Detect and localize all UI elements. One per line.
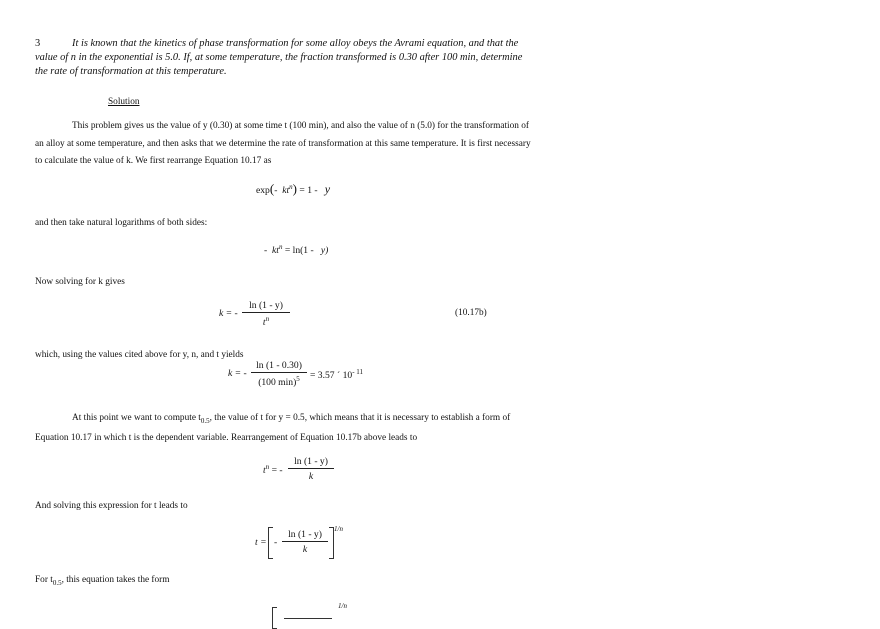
equation-4-denominator: (100 min)$^5$ <box>258 375 300 389</box>
text-solving-k: Now solving for k gives <box>35 277 125 287</box>
text-natural-logs: and then take natural logarithms of both sides: <box>35 218 208 228</box>
equation-label-10-17b: (10.17b) <box>455 308 487 318</box>
equation-3-numerator: ln (1 - y) <box>242 300 290 313</box>
equation-6-minus: - <box>274 537 278 548</box>
equation-6-fraction <box>282 529 328 555</box>
para1-line-1: This problem gives us the value of y (0.30) at some time t (100 min), and also the value of n (5.0) for the transformation of <box>72 121 529 131</box>
equation-4-lhs: k = - <box>228 368 247 379</box>
equation-7-left-bracket <box>272 607 277 629</box>
equation-6-exponent: 1/n <box>334 525 343 533</box>
text-using-values: which, using the values cited above for y, n, and t yields <box>35 350 244 360</box>
equation-7-exponent: 1/n <box>338 602 347 610</box>
problem-line-3: the rate of transformation at this temperature. <box>35 66 227 77</box>
text-form-t05: For $t_{0.5}$, this equation takes the form <box>35 575 170 587</box>
equation-4-result: = 3.57 ´ $10^{- 11}$ <box>310 368 364 382</box>
equation-7-fraction-bar <box>284 618 332 619</box>
equation-5-fraction <box>288 456 334 482</box>
para1-line-3: to calculate the value of k. We first rearrange Equation 10.17 as <box>35 156 272 166</box>
equation-5-denominator: k <box>308 471 314 482</box>
para2-line-1: At this point we want to compute $t_{0.5}$, the value of t for y = 0.5, which means that it is necessary to establish a form of <box>72 413 511 425</box>
equation-6-numerator: ln (1 - y) <box>282 529 328 542</box>
equation-1: exp(- $kt^n) = 1$ - y <box>256 181 331 196</box>
equation-4-numerator: ln (1 - 0.30) <box>251 360 307 373</box>
problem-number: 3 <box>35 38 41 49</box>
text-solving-t: And solving this expression for t leads to <box>35 501 188 511</box>
equation-6-denominator: k <box>302 544 308 555</box>
equation-5-lhs: $t^n$ = - <box>263 463 283 477</box>
equation-3-fraction <box>242 300 290 328</box>
equation-6-left-bracket <box>268 527 273 559</box>
para2-line-2: Equation 10.17 in which t is the dependent variable. Rearrangement of Equation 10.17b above leads to <box>35 433 418 443</box>
solution-heading: Solution <box>108 97 140 107</box>
equation-3-lhs: k = - <box>219 308 238 319</box>
equation-2: - $kt^n = \ln(1$ - y) <box>264 243 329 257</box>
equation-5-numerator: ln (1 - y) <box>288 456 334 469</box>
equation-6-lhs: t = <box>255 537 267 548</box>
problem-line-2: value of n in the exponential is 5.0. If, at some temperature, the fraction transformed is 0.30 after 100 min, determine <box>35 52 523 63</box>
problem-line-1: It is known that the kinetics of phase transformation for some alloy obeys the Avrami equation, and that the <box>72 38 519 49</box>
equation-3-denominator: $t^n$ <box>262 315 270 329</box>
equation-4-fraction <box>251 360 307 388</box>
para1-line-2: an alloy at some temperature, and then asks that we determine the rate of transformation at this same temperature. It is first necessary <box>35 139 531 149</box>
